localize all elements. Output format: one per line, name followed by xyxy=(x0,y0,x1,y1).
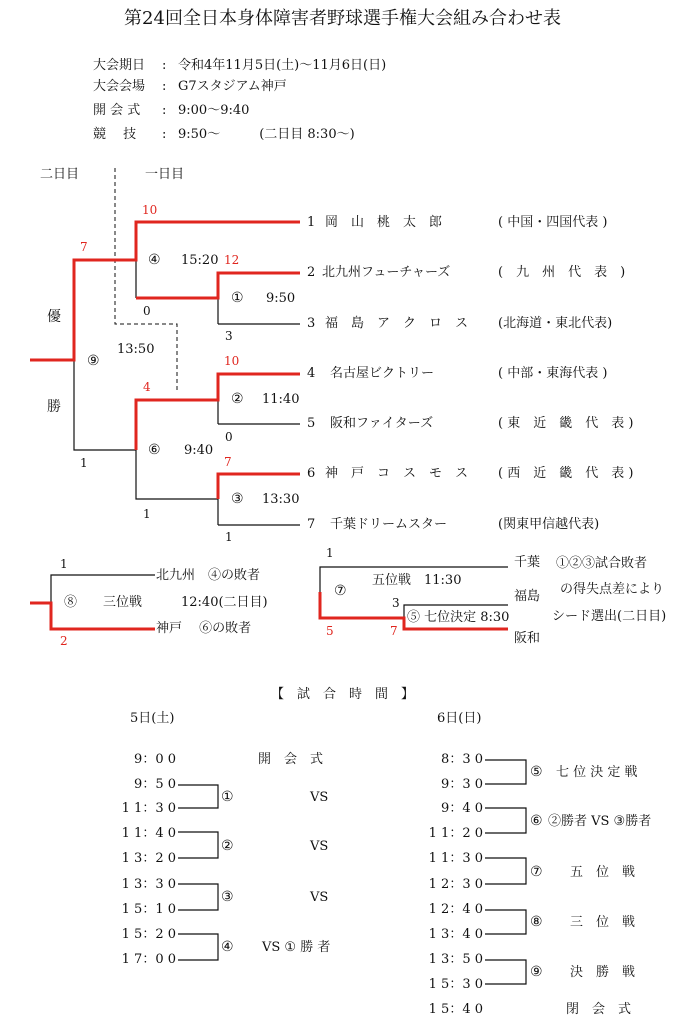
third-place-label: ⑧ 三位戦 12:40(二日目) xyxy=(64,595,268,610)
game-time: 13:30 xyxy=(262,492,300,507)
team-number: 2 xyxy=(307,265,316,280)
score-winner: 10 xyxy=(142,203,158,217)
team-name: 北九州フューチャーズ xyxy=(322,265,451,280)
score: 1 xyxy=(60,557,68,571)
schedule-time: 9：3 0 xyxy=(441,777,483,792)
team-number: 5 xyxy=(307,416,316,431)
game-id: ⑨ xyxy=(530,964,543,980)
schedule-time: 1 1：4 0 xyxy=(121,826,176,841)
game-desc: VS xyxy=(310,790,329,805)
schedule-time: 1 2：4 0 xyxy=(428,902,483,917)
score-winner: 7 xyxy=(390,624,398,638)
game-desc: 決 勝 戦 xyxy=(570,965,636,980)
team-rep: ( 東 近 畿 代 表 ) xyxy=(498,416,634,431)
team-name: 名古屋ビクトリー xyxy=(330,366,435,381)
fifth-place-team: 福島 xyxy=(514,589,541,604)
team-name: 神 戸 コ ス モ ス xyxy=(325,466,469,481)
schedule-time: 1 5：1 0 xyxy=(121,902,176,917)
team-rep: ( 西 近 畿 代 表 ) xyxy=(498,466,634,481)
schedule-time: 9：4 0 xyxy=(441,801,483,816)
info-colon: : xyxy=(162,58,167,73)
team-name: 千葉ドリームスター xyxy=(330,517,448,532)
fifth-place-note: ①②③試合敗者 xyxy=(556,556,648,571)
info-colon: : xyxy=(162,127,167,142)
schedule-time: 1 5：2 0 xyxy=(121,927,176,942)
score: 1 xyxy=(225,530,233,544)
info-value: G7スタジアム神戸 xyxy=(178,79,287,94)
team-name: 岡 山 桃 太 郎 xyxy=(325,215,443,230)
fifth-place-team: 千葉 xyxy=(514,555,541,570)
game-desc: 三 位 戦 xyxy=(570,915,636,930)
team-number: 1 xyxy=(307,215,316,230)
team-name: 福 島 ア ク ロ ス xyxy=(325,316,469,331)
score: 0 xyxy=(143,304,151,318)
score-winner: 10 xyxy=(224,354,240,368)
info-colon: : xyxy=(162,79,167,94)
closing-ceremony: 閉 会 式 xyxy=(566,1002,632,1017)
fifth-place-note: の得失点差により xyxy=(560,582,665,597)
schedule-title: 【 試 合 時 間 】 xyxy=(270,687,414,702)
game-time: 9:40 xyxy=(184,443,214,458)
info-value: 9:50～ (二日目 8:30～) xyxy=(178,127,355,142)
game-id: ③ xyxy=(231,491,244,507)
day1-date: 5日(土) xyxy=(130,711,175,726)
game-id: ① xyxy=(231,290,244,306)
info-label: 開 会 式 xyxy=(93,103,141,118)
game-id: ⑧ xyxy=(530,914,543,930)
day1-label: 一日目 xyxy=(145,167,185,182)
game-id: ③ xyxy=(221,889,234,905)
team-number: 6 xyxy=(307,466,316,481)
champion-label: 勝 xyxy=(47,399,61,415)
schedule-time: 9：0 0 xyxy=(134,752,176,767)
team-number: 4 xyxy=(307,366,316,381)
game-id: ② xyxy=(221,838,234,854)
game-time: 11:40 xyxy=(262,392,300,407)
game-id: ⑨ xyxy=(87,353,100,369)
game-desc: VS xyxy=(310,890,329,905)
schedule-time: 1 5：4 0 xyxy=(428,1002,483,1017)
info-label: 競 技 xyxy=(93,127,137,142)
score: 3 xyxy=(225,329,233,343)
game-time: 15:20 xyxy=(181,253,219,268)
game-desc: VS xyxy=(310,839,329,854)
score: 3 xyxy=(392,596,400,610)
score-winner: 7 xyxy=(80,240,88,254)
day2-label: 二日目 xyxy=(40,167,80,182)
score: 1 xyxy=(143,507,151,521)
team-rep: ( 中部・東海代表 ) xyxy=(498,366,608,381)
fifth-place-team: 阪和 xyxy=(514,631,541,646)
schedule-time: 1 5：3 0 xyxy=(428,977,483,992)
game-id: ⑥ xyxy=(530,813,543,829)
schedule-time: 1 7：0 0 xyxy=(121,952,176,967)
team-number: 3 xyxy=(307,316,316,331)
schedule-time: 1 3：5 0 xyxy=(428,952,483,967)
game-id: ④ xyxy=(221,939,234,955)
page-title: 第24回全日本身体障害者野球選手権大会組み合わせ表 xyxy=(124,8,561,29)
info-label: 大会会場 xyxy=(93,79,146,94)
champion-label: 優 xyxy=(47,309,61,325)
game-desc: ②勝者 VS ③勝者 xyxy=(548,814,652,829)
team-name: 阪和ファイターズ xyxy=(330,416,434,431)
game-time: 9:50 xyxy=(266,291,296,306)
game-id: ⑦ xyxy=(334,583,347,599)
info-value: 令和4年11月5日(土)～11月6日(日) xyxy=(178,58,387,73)
opening-ceremony: 開 会 式 xyxy=(258,752,324,767)
game-id: ⑦ xyxy=(530,864,543,880)
score-winner: 2 xyxy=(60,634,68,648)
schedule-time: 9：5 0 xyxy=(134,777,176,792)
schedule-time: 1 3：3 0 xyxy=(121,877,176,892)
schedule-time: 1 3：2 0 xyxy=(121,851,176,866)
schedule-time: 1 1：3 0 xyxy=(121,801,176,816)
game-id: ⑥ xyxy=(148,442,161,458)
score: 1 xyxy=(80,456,88,470)
schedule-time: 1 3：4 0 xyxy=(428,927,483,942)
schedule-time: 1 1：2 0 xyxy=(428,826,483,841)
fifth-place-label: 五位戦 11:30 xyxy=(372,573,462,588)
score-winner: 7 xyxy=(224,455,232,469)
score: 1 xyxy=(326,546,334,560)
schedule-time: 1 1：3 0 xyxy=(428,851,483,866)
score-winner: 4 xyxy=(143,380,151,394)
game-id: ④ xyxy=(148,252,161,268)
game-id: ② xyxy=(231,391,244,407)
team-rep: ( 中国・四国代表 ) xyxy=(498,215,608,230)
team-rep: (関東甲信越代表) xyxy=(498,517,600,532)
schedule-time: 1 2：3 0 xyxy=(428,877,483,892)
team-rep: (北海道・東北代表) xyxy=(498,316,613,331)
team-number: 7 xyxy=(307,517,316,532)
score-winner: 5 xyxy=(326,624,334,638)
info-colon: : xyxy=(162,103,167,118)
third-place-team: 神戸 ⑥の敗者 xyxy=(156,621,252,636)
game-time: 13:50 xyxy=(117,342,155,357)
game-id: ⑤ xyxy=(530,764,543,780)
day2-date: 6日(日) xyxy=(437,711,482,726)
team-rep: ( 九 州 代 表 ) xyxy=(498,265,626,280)
info-label: 大会期日 xyxy=(93,58,146,73)
game-desc: 七 位 決 定 戦 xyxy=(556,765,638,780)
game-id: ① xyxy=(221,789,234,805)
schedule-time: 8：3 0 xyxy=(441,752,483,767)
info-value: 9:00～9:40 xyxy=(178,103,250,118)
game-desc: 五 位 戦 xyxy=(570,865,636,880)
score: 0 xyxy=(225,430,233,444)
third-place-team: 北九州 ④の敗者 xyxy=(156,568,261,583)
seventh-place-label: ⑤ 七位決定 8:30 xyxy=(407,610,510,625)
game-desc: VS ① 勝 者 xyxy=(262,940,331,955)
score-winner: 12 xyxy=(224,253,240,267)
fifth-place-note: シード選出(二日目) xyxy=(552,609,667,624)
